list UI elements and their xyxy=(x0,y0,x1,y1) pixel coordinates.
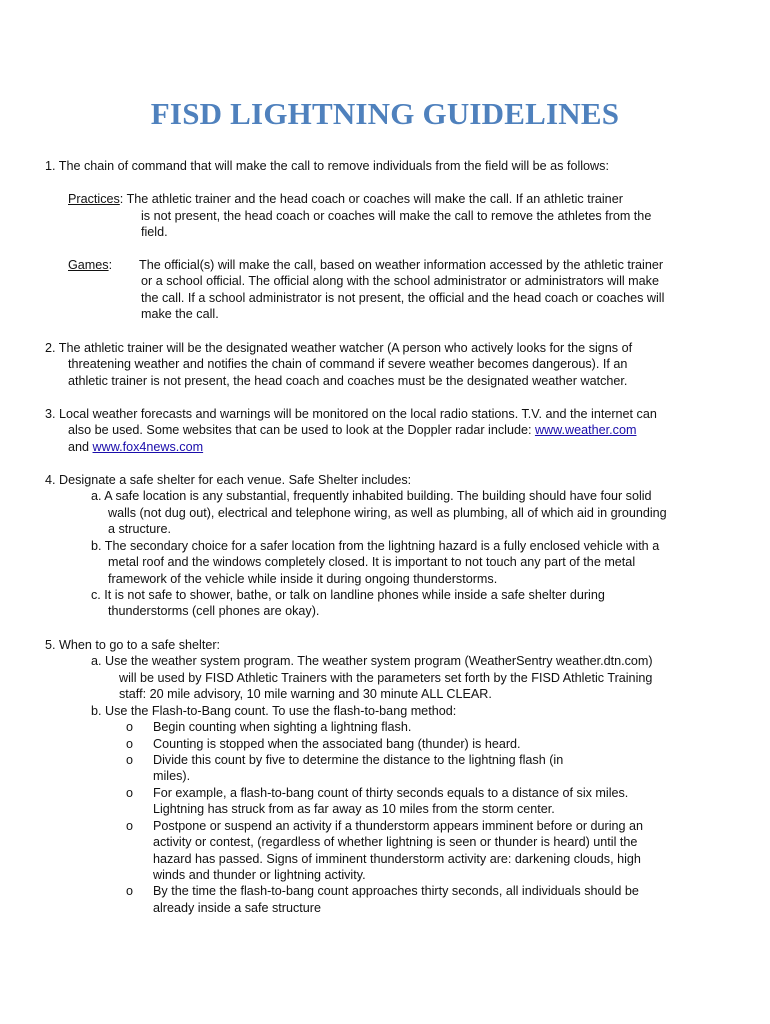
item-4b-line-1: b. The secondary choice for a safer location from the lightning hazard is a fully enclosed vehicle with a xyxy=(91,539,660,553)
item-4a-line-1: a. A safe location is any substantial, frequently inhabited building. The building should have four solid xyxy=(91,489,652,503)
step-5-line-1: Postpone or suspend an activity if a thunderstorm appears imminent before or during an xyxy=(153,819,644,833)
bullet-marker: o xyxy=(126,737,134,751)
step-6-line-2: already inside a safe structure xyxy=(153,901,322,915)
step-4-line-2: Lightning has struck from as far away as 10 miles from the storm center. xyxy=(153,802,555,816)
step-5-line-3: hazard has passed. Signs of imminent thunderstorm activity are: darkening clouds, high xyxy=(153,852,641,866)
item-1-practices-line-3: field. xyxy=(141,225,168,239)
item-1-games-line-2: or a school official. The official along with the school administrator or administrators will make xyxy=(141,274,659,288)
item-4a-line-2: walls (not dug out), electrical and telephone wiring, as well as plumbing, all of which aid in grounding xyxy=(108,506,667,520)
item-3-prefix: and xyxy=(68,440,93,454)
item-1-practices-line-2: is not present, the head coach or coaches will make the call to remove the athletes from the xyxy=(141,209,652,223)
practices-label: Practices xyxy=(68,192,120,206)
bullet-marker: o xyxy=(126,819,134,833)
step-5-line-4: winds and thunder or lightning activity. xyxy=(153,868,366,882)
item-4b-line-2: metal roof and the windows completely closed. It is important to not touch any part of the metal xyxy=(108,555,636,569)
item-2-line-2: threatening weather and notifies the chain of command if severe weather becomes dangerous). If an xyxy=(68,357,628,371)
item-4c-line-2: thunderstorms (cell phones are okay). xyxy=(108,604,320,618)
item-5a-line-2: will be used by FISD Athletic Trainers with the parameters set forth by the FISD Athletic Training xyxy=(119,671,653,685)
bullet-marker: o xyxy=(126,753,134,767)
item-5a-line-1: a. Use the weather system program. The weather system program (WeatherSentry weather.dtn.com) xyxy=(91,654,653,668)
item-1-practices-line xyxy=(68,191,623,207)
item-4c-line-1: c. It is not safe to shower, bathe, or talk on landline phones while inside a safe shelter during xyxy=(91,588,605,602)
item-4a-line-3: a structure. xyxy=(108,522,171,536)
practices-text: : The athletic trainer and the head coach or coaches will make the call. If an athletic trainer xyxy=(119,192,623,206)
item-2-line-1: 2. The athletic trainer will be the designated weather watcher (A person who actively looks for the signs of xyxy=(45,341,633,355)
step-6-line-1: By the time the flash-to-bang count approaches thirty seconds, all individuals should be xyxy=(153,884,639,898)
step-4-line-1: For example, a flash-to-bang count of thirty seconds equals to a distance of six miles. xyxy=(153,786,629,800)
item-1-games-line-3: the call. If a school administrator is not present, the official and the head coach or coaches will xyxy=(141,291,665,305)
item-1-games-line-4: make the call. xyxy=(141,307,219,321)
item-1-games-label xyxy=(68,257,112,273)
item-3-line-1: 3. Local weather forecasts and warnings will be monitored on the local radio stations. T.V. and the internet can xyxy=(45,407,657,421)
games-colon: : xyxy=(108,258,113,272)
page-title: FISD LIGHTNING GUIDELINES xyxy=(150,96,620,131)
step-5-line-2: activity or contest, (regardless of whether lightning is seen or thunder is heard) until the xyxy=(153,835,638,849)
bullet-marker: o xyxy=(126,884,134,898)
item-1-games-line-1: The official(s) will make the call, based on weather information accessed by the athletic trainer xyxy=(139,258,664,272)
item-5-intro: 5. When to go to a safe shelter: xyxy=(45,638,221,652)
item-1-intro: 1. The chain of command that will make the call to remove individuals from the field will be as follows: xyxy=(45,159,609,173)
item-3-text: also be used. Some websites that can be used to look at the Doppler radar include: xyxy=(68,423,535,437)
item-4-intro: 4. Designate a safe shelter for each venue. Safe Shelter includes: xyxy=(45,473,412,487)
item-3-line-2 xyxy=(68,422,636,438)
item-3-line-3 xyxy=(68,439,203,455)
item-5a-line-3: staff: 20 mile advisory, 10 mile warning and 30 minute ALL CLEAR. xyxy=(119,687,492,701)
step-2: Counting is stopped when the associated bang (thunder) is heard. xyxy=(153,737,521,751)
step-3-line-2: miles). xyxy=(153,769,191,783)
bullet-marker: o xyxy=(126,786,134,800)
weather-com-link[interactable]: www.weather.com xyxy=(534,423,637,437)
step-3-line-1: Divide this count by five to determine the distance to the lightning flash (in xyxy=(153,753,564,767)
bullet-marker: o xyxy=(126,720,134,734)
item-5b-line-1: b. Use the Flash-to-Bang count. To use the flash-to-bang method: xyxy=(91,704,457,718)
games-label: Games xyxy=(68,258,109,272)
step-1: Begin counting when sighting a lightning flash. xyxy=(153,720,412,734)
fox4news-link[interactable]: www.fox4news.com xyxy=(92,440,204,454)
item-4b-line-3: framework of the vehicle while inside it during ongoing thunderstorms. xyxy=(108,572,498,586)
item-2-line-3: athletic trainer is not present, the head coach and coaches must be the designated weather watcher. xyxy=(68,374,628,388)
